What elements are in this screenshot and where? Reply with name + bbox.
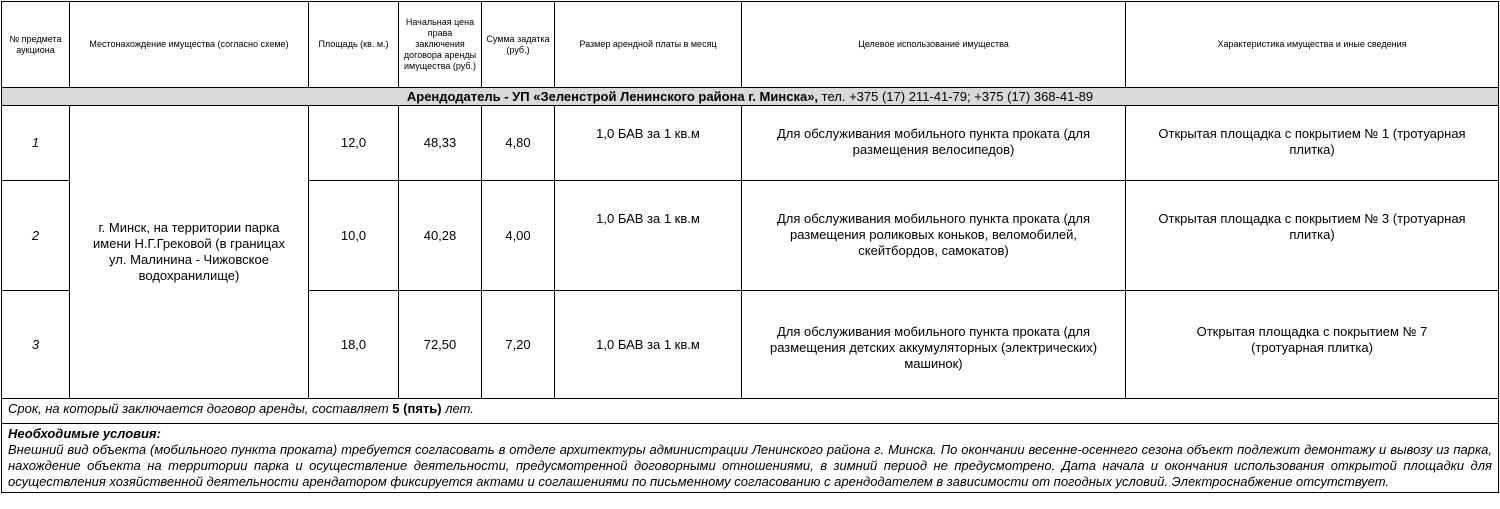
conditions-title: Необходимые условия: [8,426,161,441]
header-area: Площадь (кв. м.) [309,2,399,88]
lease-term-row [2,399,1499,424]
conditions-cell [2,424,1499,493]
header-start-price: Начальная цена права заключения договора аренды имущества (руб.) [399,2,482,88]
purpose-value: Для обслуживания мобильного пункта проката (для размещения роликовых коньков, веломобилей, скейтбордов, самокатов) [742,181,1126,291]
header-lot-number: № предмета аукциона [2,2,70,88]
price-value: 72,50 [399,291,482,399]
price-value: 48,33 [399,106,482,181]
landlord-phones: тел. +375 (17) 211-41-79; +375 (17) 368-41-89 [818,89,1094,104]
lease-term-suffix: лет. [441,401,474,416]
rent-value: 1,0 БАВ за 1 кв.м [555,106,742,181]
features-value: Открытая площадка с покрытием № 1 (тротуарная плитка) [1126,106,1499,181]
features-value: Открытая площадка с покрытием № 3 (тротуарная плитка) [1126,181,1499,291]
area-value: 12,0 [309,106,399,181]
lot-number: 1 [2,106,70,181]
lease-term-cell [2,399,1499,424]
auction-table [1,1,1499,493]
lease-term-value: 5 (пять) [392,401,442,416]
location-cell: г. Минск, на территории парка имени Н.Г.Грековой (в границах ул. Малинина - Чижовское водохранилище) [70,106,309,399]
deposit-value: 4,80 [482,106,555,181]
header-rent: Размер арендной платы в месяц [555,2,742,88]
price-value: 40,28 [399,181,482,291]
landlord-row [2,88,1499,106]
lot-number: 2 [2,181,70,291]
deposit-value: 4,00 [482,181,555,291]
header-features: Характеристика имущества и иные сведения [1126,2,1499,88]
features-value: Открытая площадка с покрытием № 7 (тротуарная плитка) [1126,291,1499,399]
header-purpose: Целевое использование имущества [742,2,1126,88]
lot-number: 3 [2,291,70,399]
landlord-cell [2,88,1499,106]
rent-value: 1,0 БАВ за 1 кв.м [555,181,742,291]
rent-value: 1,0 БАВ за 1 кв.м [555,291,742,399]
lease-term-prefix: Срок, на который заключается договор аренды, составляет [8,401,393,416]
conditions-text: Внешний вид объекта (мобильного пункта проката) требуется согласовать в отделе архитектуры администрации Ленинского района г. Минска. По окончании весенне-осеннего сезона объект подлежит демонтажу и вывозу из парка, нахождение объекта на территории парка и осуществление деятельности, предусмотренной договорными отношениями, в зимний период не предусмотрено. Дата начала и окончания использования открытой площадки для осуществления хозяйственной деятельности арендатором фиксируется актами и соглашениями по письменному согласованию с арендодателем в зависимости от погодных условий. Электроснабжение отсутствует. [8,442,1492,489]
header-row [2,2,1499,88]
area-value: 10,0 [309,181,399,291]
table-row [2,106,1499,181]
conditions-row [2,424,1499,493]
deposit-value: 7,20 [482,291,555,399]
purpose-value: Для обслуживания мобильного пункта проката (для размещения детских аккумуляторных (электрических) машинок) [742,291,1126,399]
purpose-value: Для обслуживания мобильного пункта проката (для размещения велосипедов) [742,106,1126,181]
area-value: 18,0 [309,291,399,399]
landlord-name: Арендодатель - УП «Зеленстрой Ленинского района г. Минска», [406,89,819,104]
header-deposit: Сумма задатка (руб.) [482,2,555,88]
header-location: Местонахождение имущества (согласно схеме) [70,2,309,88]
